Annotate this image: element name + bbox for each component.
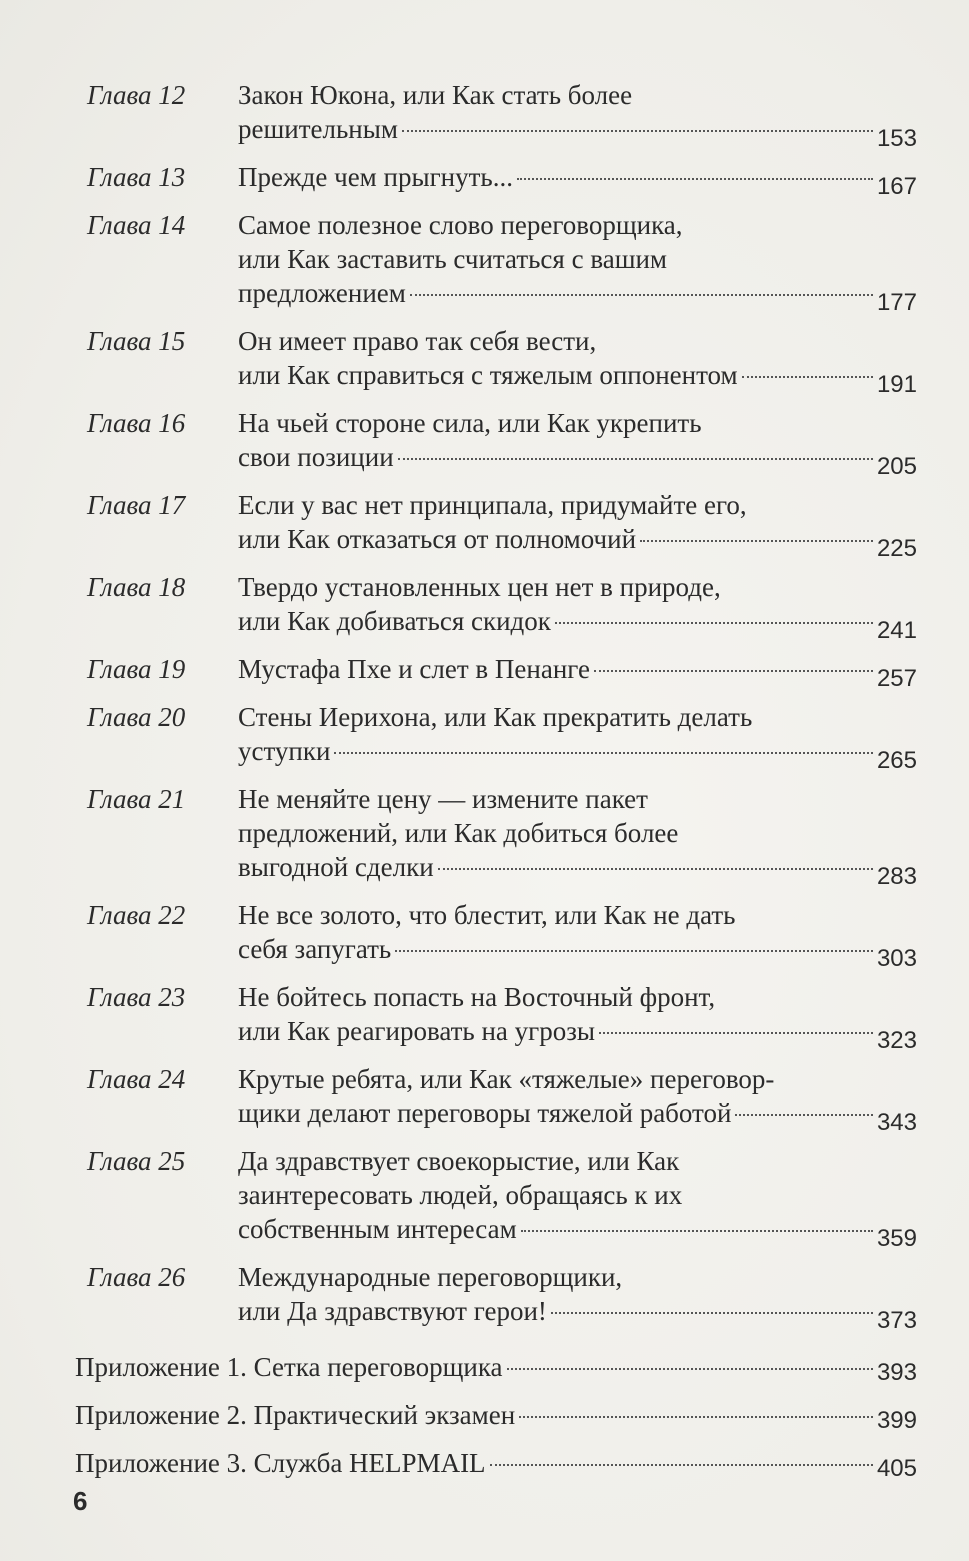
dot-leader [594, 670, 873, 672]
chapter-label: Глава 13 [87, 162, 186, 192]
chapter-title-line: или Как отказаться от полномочий [238, 524, 637, 554]
chapter-title-line: себя запугать [238, 934, 392, 964]
chapter-title [230, 208, 917, 316]
toc-entry [75, 570, 917, 644]
toc-entry [75, 160, 917, 200]
chapter-label: Глава 21 [87, 784, 186, 814]
chapter-title [230, 1062, 917, 1136]
dot-leader [398, 458, 873, 460]
chapter-page-number: 153 [876, 125, 917, 152]
chapter-title-line: Прежде чем прыгнуть... [238, 162, 513, 192]
chapter-title-last-line [238, 850, 917, 890]
chapter-page-number: 265 [876, 747, 917, 774]
chapter-title [230, 488, 917, 562]
dot-leader [334, 752, 873, 754]
table-of-contents [75, 78, 917, 1494]
chapter-title [230, 324, 917, 398]
dot-leader [735, 1114, 873, 1116]
chapter-label: Глава 17 [87, 490, 186, 520]
chapter-title-last-line [238, 358, 917, 398]
chapter-label: Глава 25 [87, 1146, 186, 1176]
chapter-title-last-line [238, 276, 917, 316]
chapter-title [230, 652, 917, 692]
toc-entry [75, 1062, 917, 1136]
chapter-page-number: 177 [876, 289, 917, 316]
chapter-title [230, 700, 917, 774]
chapter-title-line: заинтересовать людей, обращаясь к их [238, 1180, 683, 1210]
dot-leader [555, 622, 873, 624]
chapter-page-number: 205 [876, 453, 917, 480]
toc-entry [75, 700, 917, 774]
dot-leader [517, 178, 873, 180]
chapter-title [230, 570, 917, 644]
dot-leader [599, 1032, 873, 1034]
dot-leader [521, 1230, 873, 1232]
chapter-title-line: собственным интересам [238, 1214, 517, 1244]
toc-entry [75, 652, 917, 692]
toc-entry [75, 208, 917, 316]
dot-leader [402, 130, 873, 132]
chapter-title-line: Стены Иерихона, или Как прекратить делать [238, 702, 753, 732]
chapter-label: Глава 12 [87, 80, 186, 110]
dot-leader [410, 294, 873, 296]
chapter-title-last-line [238, 652, 917, 692]
chapter-page-number: 225 [876, 535, 917, 562]
toc-entry [75, 1260, 917, 1334]
chapter-title [230, 406, 917, 480]
page-number: 6 [73, 1486, 88, 1516]
chapter-title-last-line [238, 1096, 917, 1136]
dot-leader [519, 1416, 873, 1418]
chapter-title-line: решительным [238, 114, 398, 144]
chapter-title [230, 160, 917, 200]
chapter-label: Глава 18 [87, 572, 186, 602]
appendix-title: Приложение 3. Служба HELPMAIL [75, 1448, 486, 1478]
dot-leader [438, 868, 873, 870]
appendix-entry [75, 1350, 917, 1386]
chapter-title-last-line [238, 440, 917, 480]
toc-entry [75, 898, 917, 972]
chapter-page-number: 191 [876, 371, 917, 398]
toc-entry [75, 980, 917, 1054]
appendix-title: Приложение 1. Сетка переговорщика [75, 1352, 503, 1382]
chapter-title-line: предложением [238, 278, 406, 308]
chapter-title [230, 782, 917, 890]
chapter-page-number: 323 [876, 1027, 917, 1054]
dot-leader [640, 540, 873, 542]
appendix-page-number: 399 [876, 1407, 917, 1434]
chapter-label: Глава 24 [87, 1064, 186, 1094]
chapter-title-last-line [238, 604, 917, 644]
chapter-title-line: или Да здравствуют герои! [238, 1296, 547, 1326]
chapter-title-line: Мустафа Пхе и слет в Пенанге [238, 654, 590, 684]
chapter-page-number: 241 [876, 617, 917, 644]
appendix-entry [75, 1398, 917, 1434]
chapter-title [230, 980, 917, 1054]
chapter-title-line: Крутые ребята, или Как «тяжелые» переговор- [238, 1064, 775, 1094]
chapter-title-line: На чьей стороне сила, или Как укрепить [238, 408, 702, 438]
chapter-title-last-line [238, 1014, 917, 1054]
chapter-title-last-line [238, 1212, 917, 1252]
section-spacer [75, 1342, 917, 1350]
chapter-title-line: предложений, или Как добиться более [238, 818, 679, 848]
toc-entry [75, 406, 917, 480]
appendix-entry [75, 1446, 917, 1482]
chapter-title-last-line [238, 734, 917, 774]
chapter-page-number: 283 [876, 863, 917, 890]
chapter-page-number: 359 [876, 1225, 917, 1252]
chapter-page-number: 257 [876, 665, 917, 692]
toc-entry [75, 1144, 917, 1252]
chapter-title-line: выгодной сделки [238, 852, 434, 882]
chapter-title-line: Закон Юкона, или Как стать более [238, 80, 633, 110]
chapter-title-line: Не меняйте цену — измените пакет [238, 784, 648, 814]
chapter-label: Глава 16 [87, 408, 186, 438]
chapter-label: Глава 20 [87, 702, 186, 732]
chapter-page-number: 303 [876, 945, 917, 972]
toc-entry [75, 78, 917, 152]
chapter-title-line: щики делают переговоры тяжелой работой [238, 1098, 732, 1128]
chapter-title-last-line [238, 160, 917, 200]
chapter-title-line: свои позиции [238, 442, 394, 472]
chapter-title-line: или Как справиться с тяжелым оппонентом [238, 360, 738, 390]
chapter-title [230, 1144, 917, 1252]
chapter-page-number: 373 [876, 1307, 917, 1334]
toc-entry [75, 782, 917, 890]
chapter-title-line: или Как добиваться скидок [238, 606, 551, 636]
dot-leader [490, 1464, 873, 1466]
chapter-label: Глава 15 [87, 326, 186, 356]
dot-leader [551, 1312, 873, 1314]
chapter-title-line: Если у вас нет принципала, придумайте его, [238, 490, 747, 520]
chapter-page-number: 167 [876, 173, 917, 200]
appendix-page-number: 405 [876, 1455, 917, 1482]
chapter-label: Глава 14 [87, 210, 186, 240]
chapter-title-last-line [238, 932, 917, 972]
dot-leader [742, 376, 873, 378]
chapter-title-line: Да здравствует своекорыстие, или Как [238, 1146, 680, 1176]
chapter-label: Глава 23 [87, 982, 186, 1012]
chapter-page-number: 343 [876, 1109, 917, 1136]
chapter-title-last-line [238, 112, 917, 152]
chapter-title-line: или Как заставить считаться с вашим [238, 244, 668, 274]
toc-entry [75, 488, 917, 562]
chapter-label: Глава 26 [87, 1262, 186, 1292]
chapter-title-line: Самое полезное слово переговорщика, [238, 210, 683, 240]
appendix-page-number: 393 [876, 1359, 917, 1386]
dot-leader [395, 950, 873, 952]
chapter-title-line: Не все золото, что блестит, или Как не дать [238, 900, 736, 930]
appendix-title: Приложение 2. Практический экзамен [75, 1400, 516, 1430]
chapter-title-line: уступки [238, 736, 331, 766]
chapter-title-last-line [238, 1294, 917, 1334]
chapter-title-line: Международные переговорщики, [238, 1262, 623, 1292]
chapter-title [230, 1260, 917, 1334]
chapter-title-line: или Как реагировать на угрозы [238, 1016, 596, 1046]
dot-leader [507, 1368, 873, 1370]
chapter-title-line: Твердо установленных цен нет в природе, [238, 572, 721, 602]
chapter-label: Глава 22 [87, 900, 186, 930]
chapter-label: Глава 19 [87, 654, 186, 684]
chapter-title-line: Не бойтесь попасть на Восточный фронт, [238, 982, 716, 1012]
chapter-title-last-line [238, 522, 917, 562]
chapter-title-line: Он имеет право так себя вести, [238, 326, 597, 356]
chapter-title [230, 898, 917, 972]
chapter-title [230, 78, 917, 152]
toc-entry [75, 324, 917, 398]
